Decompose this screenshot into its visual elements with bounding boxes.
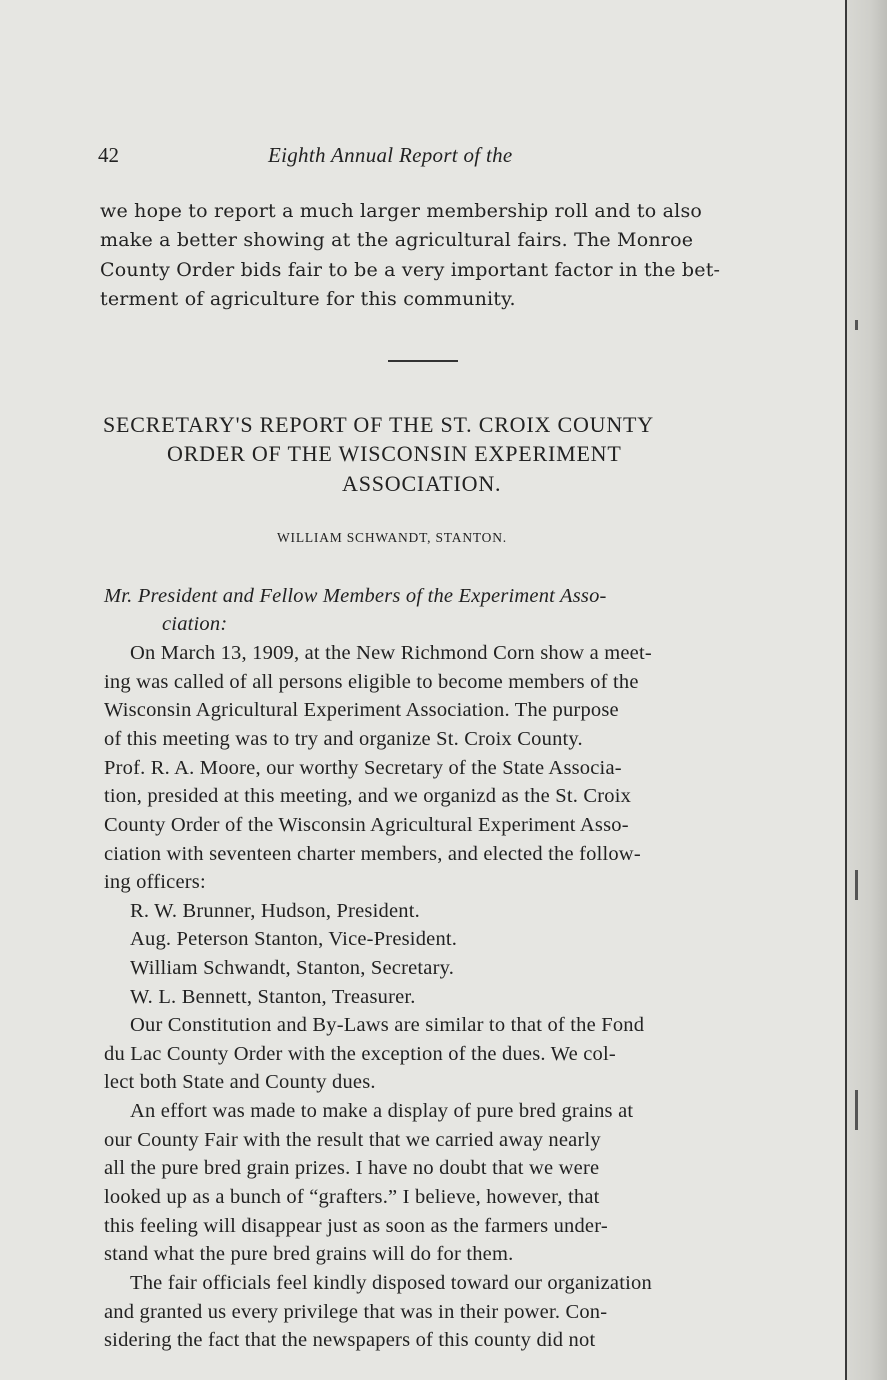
text-line: this feeling will disappear just as soon as the farmers under- — [104, 1215, 608, 1237]
text-line: ing was called of all persons eligible to become members of the — [104, 671, 639, 693]
title-line: ORDER OF THE WISCONSIN EXPERIMENT — [167, 441, 622, 466]
text-line: looked up as a bunch of “grafters.” I believe, however, that — [104, 1186, 600, 1208]
text-line: sidering the fact that the newspapers of this county did not — [104, 1329, 596, 1351]
text-line: Our Constitution and By-Laws are similar to that of the Fond — [130, 1014, 645, 1036]
text-line: our County Fair with the result that we carried away nearly — [104, 1129, 601, 1151]
section-divider — [388, 360, 458, 362]
officer-line: Aug. Peterson Stanton, Vice-President. — [130, 928, 458, 950]
edge-mark — [855, 870, 858, 900]
title-line: SECRETARY'S REPORT OF THE ST. CROIX COUNTY — [103, 412, 654, 437]
salutation-line: Mr. President and Fellow Members of the Experiment Asso- — [104, 585, 607, 607]
text-line: du Lac County Order with the exception of the dues. We col- — [104, 1043, 616, 1065]
text-line: all the pure bred grain prizes. I have no doubt that we were — [104, 1157, 600, 1179]
text-line: County Order of the Wisconsin Agricultural Experiment Asso- — [104, 814, 629, 836]
text-line: terment of agriculture for this community. — [100, 288, 516, 310]
text-line: tion, presided at this meeting, and we organizd as the St. Croix — [104, 785, 632, 807]
text-line: make a better showing at the agricultural fairs. The Monroe — [100, 229, 694, 251]
report-author: WILLIAM SCHWANDT, STANTON. — [277, 530, 507, 545]
text-line: An effort was made to make a display of pure bred grains at — [130, 1100, 634, 1122]
text-line: of this meeting was to try and organize St. Croix County. — [104, 728, 583, 750]
text-line: The fair officials feel kindly disposed toward our organization — [130, 1272, 652, 1294]
text-line: Wisconsin Agricultural Experiment Association. The purpose — [104, 699, 619, 721]
page-edge — [845, 0, 887, 1380]
text-line: stand what the pure bred grains will do for them. — [104, 1243, 514, 1265]
text-line: Prof. R. A. Moore, our worthy Secretary of the State Associa- — [104, 757, 622, 779]
officer-line: William Schwandt, Stanton, Secretary. — [130, 957, 455, 979]
text-line: On March 13, 1909, at the New Richmond Corn show a meet- — [130, 642, 652, 664]
text-line: ciation with seventeen charter members, and elected the follow- — [104, 843, 641, 865]
salutation-line: ciation: — [162, 613, 228, 635]
running-title: Eighth Annual Report of the — [268, 143, 513, 167]
title-line: ASSOCIATION. — [342, 471, 502, 496]
page-header — [98, 143, 748, 173]
officer-line: R. W. Brunner, Hudson, President. — [130, 900, 420, 922]
edge-mark — [855, 1090, 858, 1130]
page-number: 42 — [98, 143, 119, 167]
text-line: lect both State and County dues. — [104, 1071, 376, 1093]
text-line: County Order bids fair to be a very important factor in the bet- — [100, 259, 721, 281]
text-line: and granted us every privilege that was in their power. Con- — [104, 1301, 608, 1323]
text-line: ing officers: — [104, 871, 206, 893]
text-line: we hope to report a much larger membership roll and to also — [100, 200, 703, 222]
officer-line: W. L. Bennett, Stanton, Treasurer. — [130, 986, 416, 1008]
edge-mark — [855, 320, 858, 330]
